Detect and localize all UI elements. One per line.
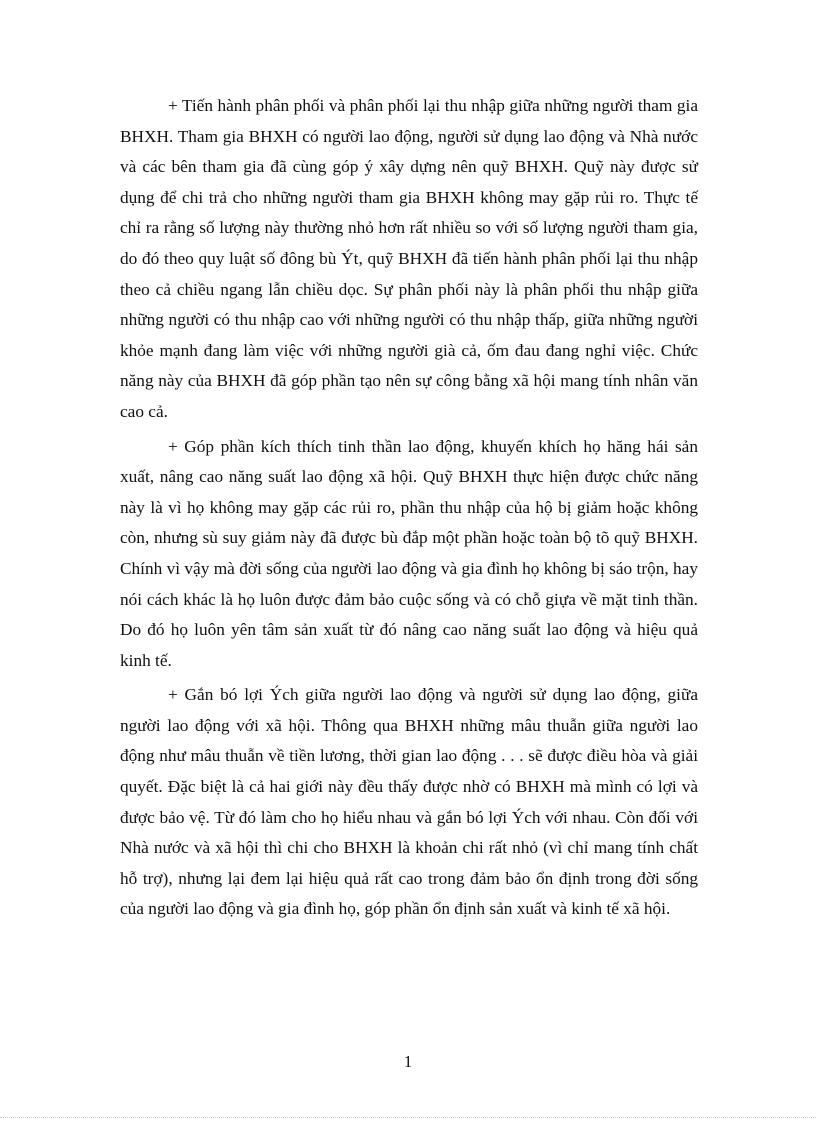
document-body — [120, 91, 698, 929]
page-number: 1 — [403, 1052, 413, 1071]
paragraph-shared-interests: + Gắn bó lợi Ých giữa người lao động và người sử dụng lao động, giữa người lao động với xã hội. Thông qua BHXH những mâu thuẫn giữa người lao động như mâu thuẫn về tiền lương, thời gian lao động . . . sẽ được điều hòa và giải quyết. Đặc biệt là cả hai giới này đều thấy được nhờ có BHXH mà mình có lợi và được bảo vệ. Từ đó làm cho họ hiểu nhau và gắn bó lợi Ých với nhau. Còn đối với Nhà nước và xã hội thì chi cho BHXH là khoản chi rất nhỏ (vì chỉ mang tính chất hỗ trợ), nhưng lại đem lại hiệu quả rất cao trong đảm bảo ổn định trong đời sống của người lao động và gia đình họ, góp phần ổn định sản xuất và kinh tế xã hội. — [120, 685, 698, 919]
paragraph-labor-motivation: + Góp phần kích thích tinh thần lao động, khuyến khích họ hăng hái sản xuất, nâng cao năng suất lao động xã hội. Quỹ BHXH thực hiện được chức năng này là vì họ không may gặp các rủi ro, phần thu nhập của hộ bị giảm hoặc không còn, nhưng sù suy giảm này đã được bù đắp một phần hoặc toàn bộ tõ quỹ BHXH. Chính vì vậy mà đời sống của người lao động và gia đình họ không bị sáo trộn, hay nói cách khác là họ luôn được đảm bảo cuộc sống và có chỗ giựa về mặt tinh thần. Do đó họ luôn yên tâm sản xuất từ đó nâng cao năng suất lao động và hiệu quả kinh tế. — [120, 436, 698, 670]
page-bottom-rule — [0, 1117, 816, 1118]
paragraph-income-redistribution: + Tiến hành phân phối và phân phối lại thu nhập giữa những người tham gia BHXH. Tham gia BHXH có người lao động, người sử dụng lao động và Nhà nước và các bên tham gia đã cùng góp ý xây dựng nên quỹ BHXH. Quỹ này được sử dụng để chi trả cho những người tham gia BHXH không may gặp rủi ro. Thực tế chỉ ra rằng số lượng này thường nhỏ hơn rất nhiều so với số lượng người tham gia, do đó theo quy luật số đông bù Ýt, quỹ BHXH đã tiến hành phân phối lại thu nhập theo cả chiều ngang lẫn chiều dọc. Sự phân phối này là phân phối thu nhập giữa những người có thu nhập cao với những người có thu nhập thấp, giữa những người khỏe mạnh đang làm việc với những người già cả, ốm đau đang nghỉ việc. Chức năng này của BHXH đã góp phần tạo nên sự công bằng xã hội mang tính nhân văn cao cả. — [120, 96, 698, 421]
